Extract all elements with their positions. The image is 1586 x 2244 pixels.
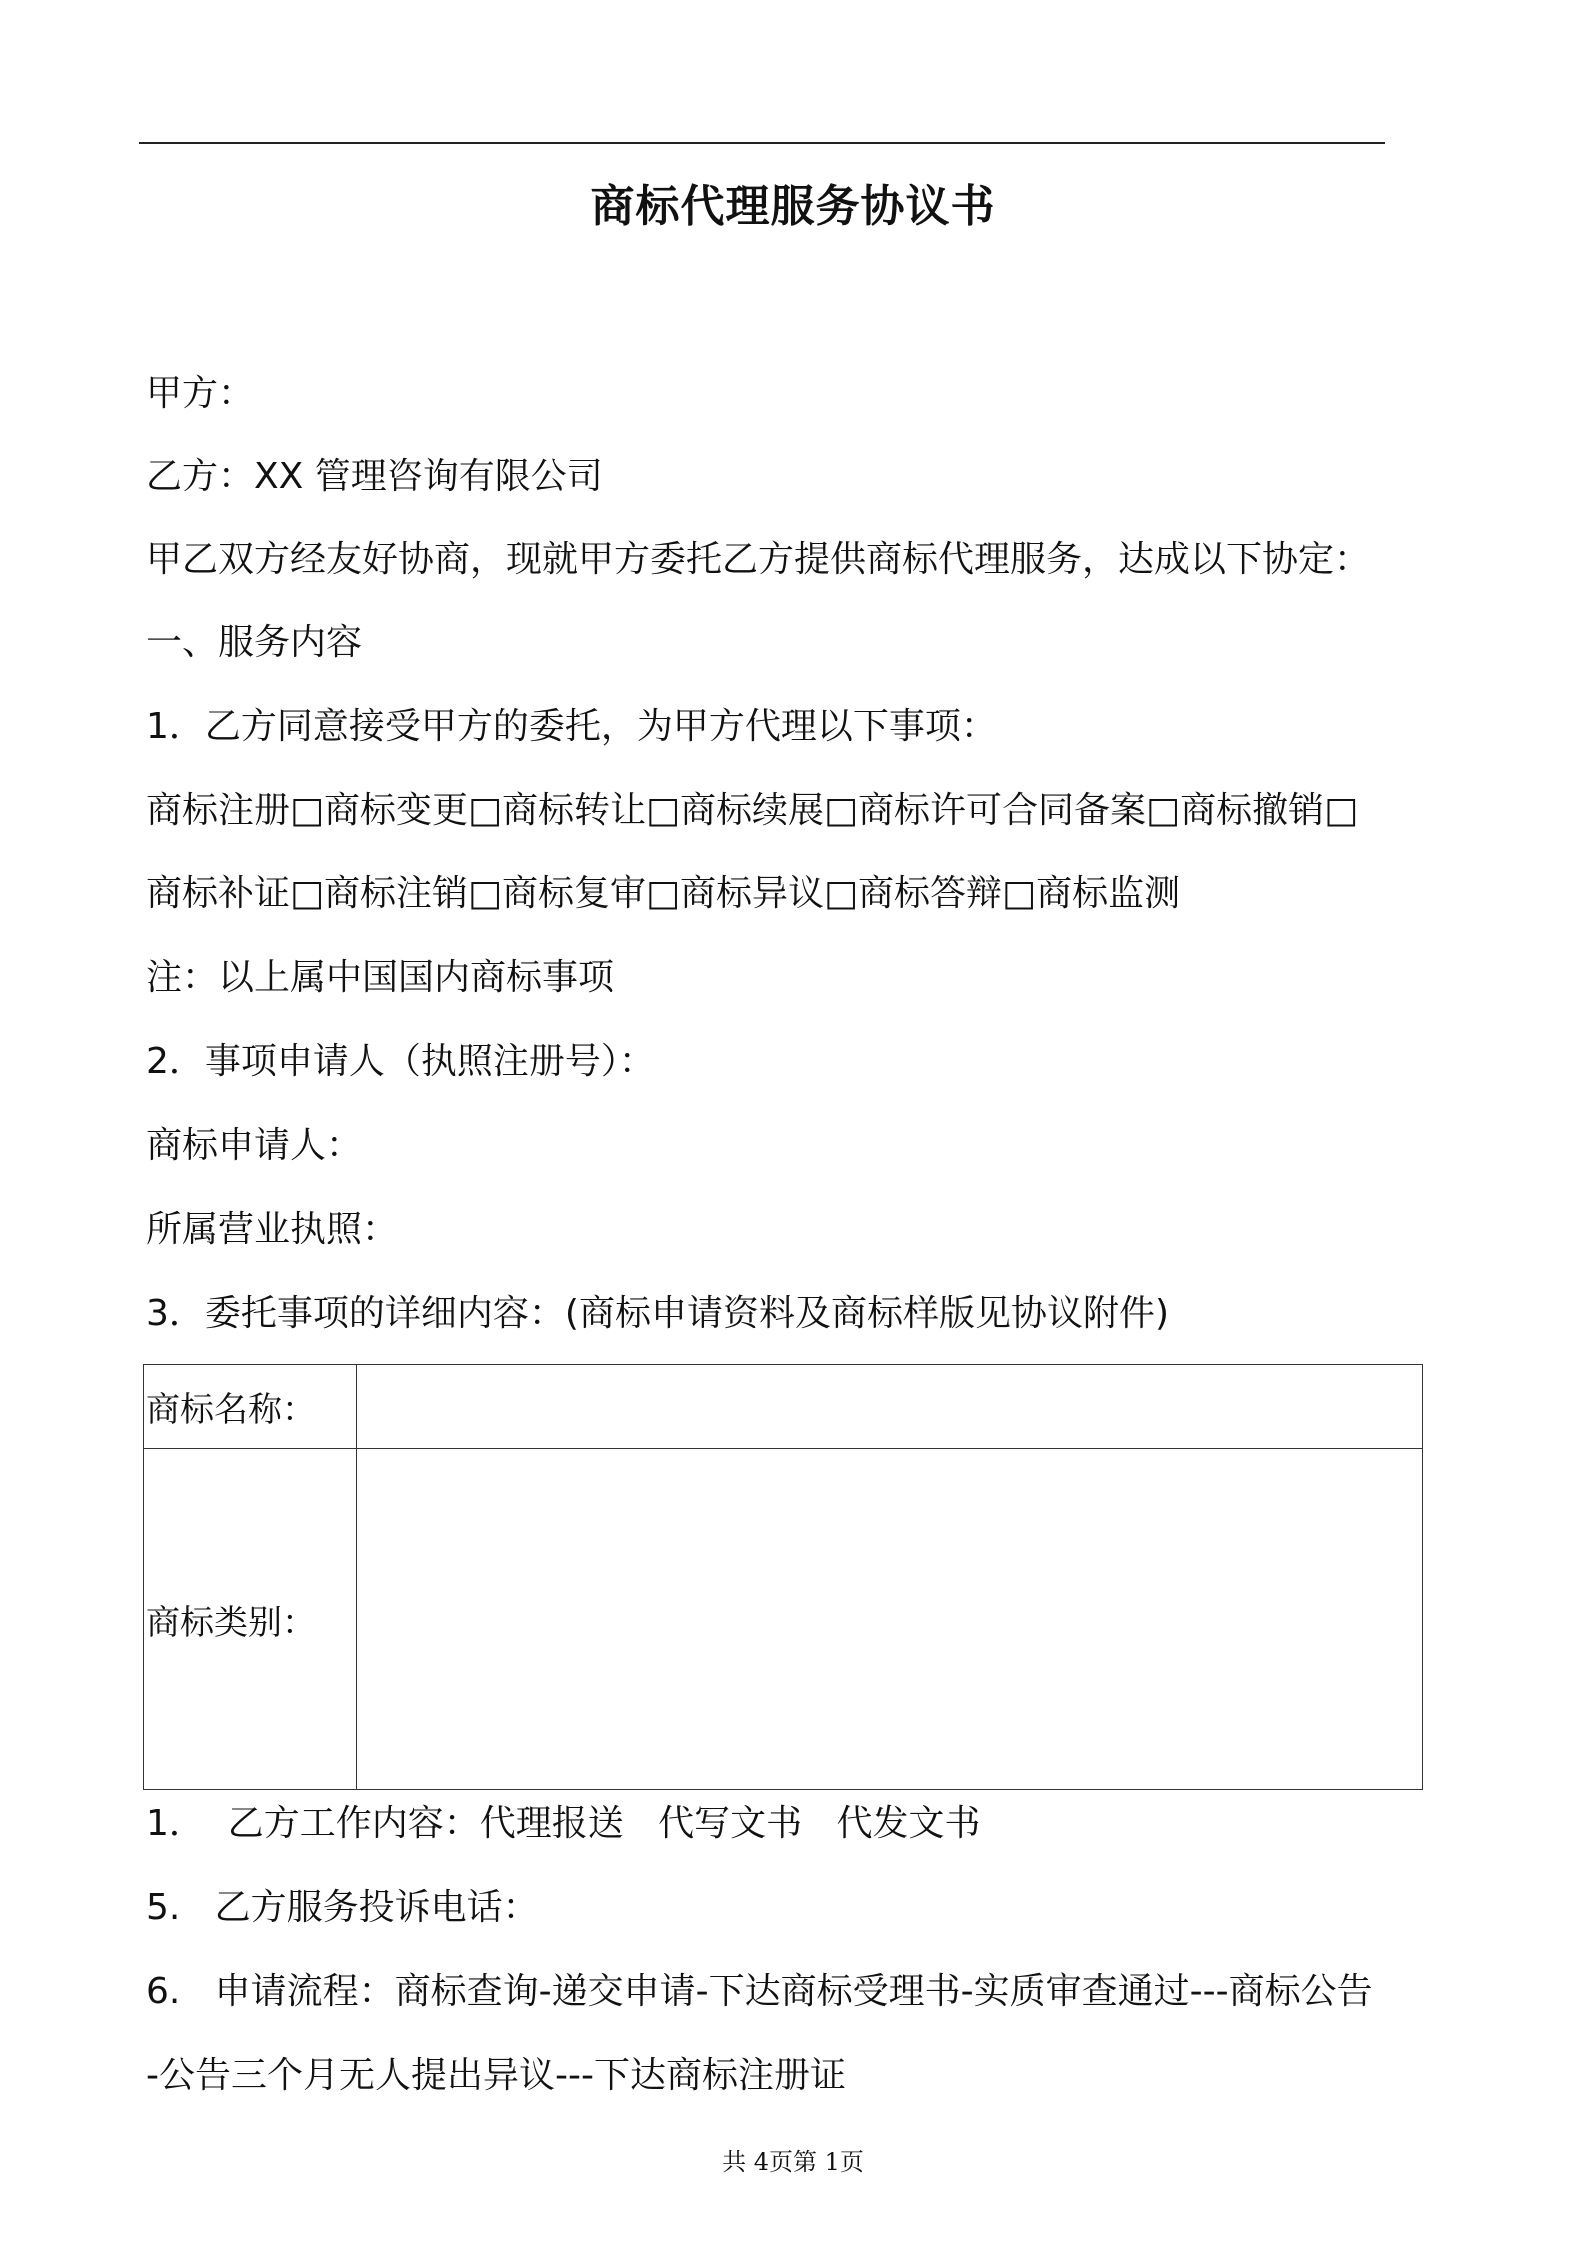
trademark-name-cell [357,1365,1423,1449]
page-footer: 共 4页第 1页 [722,2148,864,2176]
license-line: 所属营业执照： [146,1209,399,1250]
trademark-name-label: 商标名称： [144,1365,357,1449]
table-row [144,1365,1423,1449]
party-b-line: 乙方：XX 管理咨询有限公司 [146,456,603,497]
header-rule [139,142,1385,144]
document-title: 商标代理服务协议书 [590,181,996,232]
section-heading-services: 一、服务内容 [146,622,363,663]
trademark-class-label: 商标类别： [144,1449,357,1790]
party-a-line: 甲方： [146,373,255,414]
clause-4: 1． 乙方工作内容：代理报送 代写文书 代发文书 [146,1803,981,1844]
clause-2: 2．事项申请人（执照注册号）： [146,1041,655,1082]
trademark-class-cell [357,1449,1423,1790]
table-row [144,1449,1423,1790]
clause-6-line-1: 6. 申请流程：商标查询-递交申请-下达商标受理书-实质审查通过---商标公告 [146,1971,1373,2012]
service-options-line-1: 商标注册□商标变更□商标转让□商标续展□商标许可合同备案□商标撤销□ [146,790,1359,831]
clause-5: 5. 乙方服务投诉电话： [146,1887,539,1928]
intro-paragraph: 甲乙双方经友好协商，现就甲方委托乙方提供商标代理服务，达成以下协定： [146,539,1371,580]
applicant-line: 商标申请人： [146,1125,363,1166]
note-line: 注：以上属中国国内商标事项 [146,957,615,998]
trademark-details-table [143,1364,1423,1790]
clause-6-line-2: -公告三个月无人提出异议---下达商标注册证 [146,2055,846,2096]
clause-3: 3．委托事项的详细内容：(商标申请资料及商标样版见协议附件) [146,1293,1169,1334]
service-options-line-2: 商标补证□商标注销□商标复审□商标异议□商标答辩□商标监测 [146,873,1181,914]
clause-1: 1．乙方同意接受甲方的委托，为甲方代理以下事项： [146,706,997,747]
